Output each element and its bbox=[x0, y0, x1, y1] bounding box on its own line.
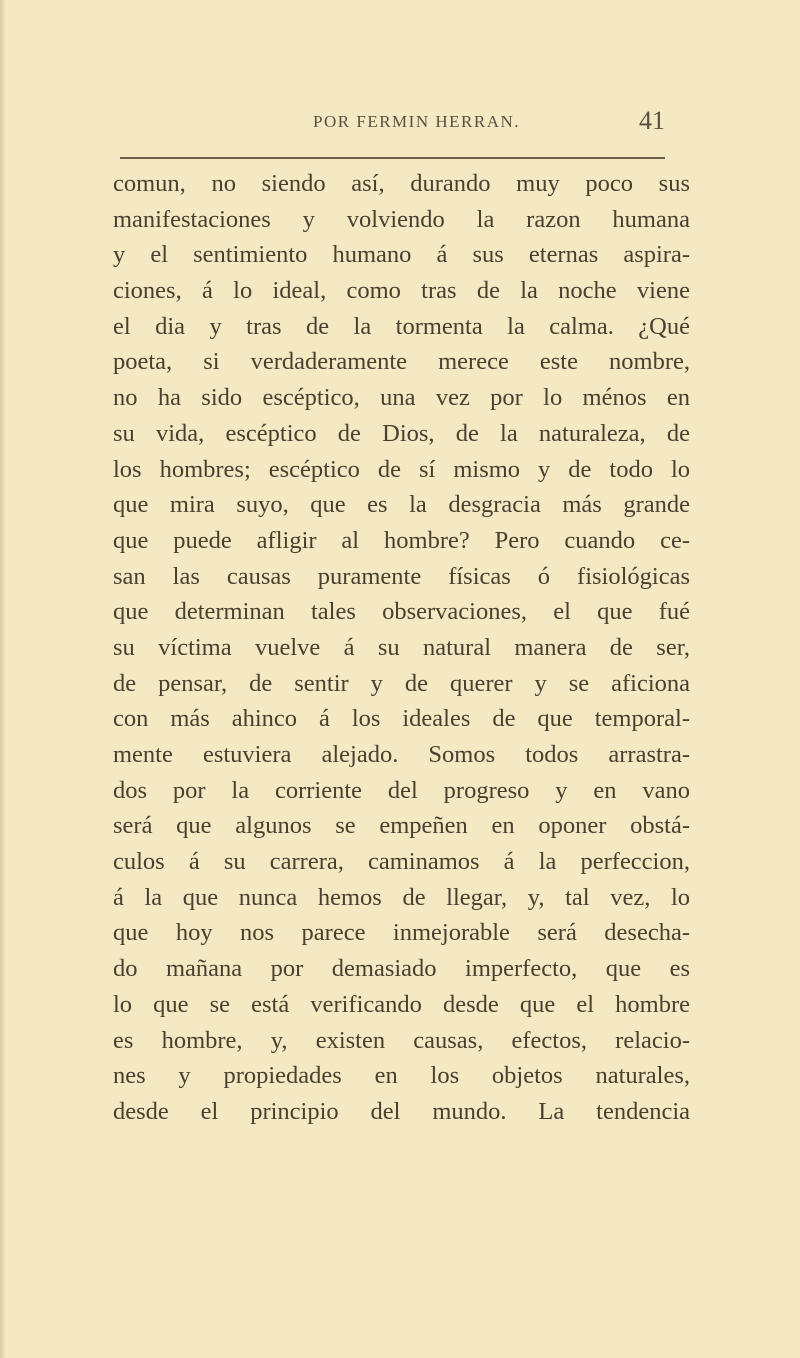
text-line: mente estuviera alejado. Somos todos arrastra- bbox=[113, 741, 690, 768]
header-rule bbox=[120, 157, 665, 159]
page-edge-shadow bbox=[0, 0, 6, 1358]
text-line: do mañana por demasiado imperfecto, que es bbox=[113, 955, 690, 983]
text-line: comun, no siendo así, durando muy poco sus bbox=[113, 170, 690, 197]
text-line: que hoy nos parece inmejorable será desecha- bbox=[113, 919, 690, 947]
text-line: poeta, si verdaderamente merece este nombre, bbox=[113, 348, 690, 376]
text-line: á la que nunca hemos de llegar, y, tal vez, lo bbox=[113, 883, 690, 911]
page-header bbox=[120, 106, 665, 140]
text-line: los hombres; escéptico de sí mismo y de todo lo bbox=[113, 455, 690, 483]
text-line: manifestaciones y volviendo la razon humana bbox=[113, 205, 690, 233]
text-line: que determinan tales observaciones, el que fué bbox=[113, 598, 690, 626]
body-text bbox=[113, 166, 690, 1130]
running-title: POR FERMIN HERRAN. bbox=[313, 112, 520, 131]
text-line: dos por la corriente del progreso y en vano bbox=[113, 776, 690, 804]
text-line: nes y propiedades en los objetos naturales, bbox=[113, 1062, 690, 1090]
text-line: san las causas puramente físicas ó fisiológicas bbox=[113, 562, 690, 590]
text-line: su víctima vuelve á su natural manera de ser, bbox=[113, 633, 690, 661]
text-line: no ha sido escéptico, una vez por lo ménos en bbox=[113, 384, 690, 412]
text-line: su vida, escéptico de Dios, de la naturaleza, de bbox=[113, 419, 690, 447]
text-line: ciones, á lo ideal, como tras de la noche viene bbox=[113, 277, 690, 305]
text-line: desde el principio del mundo. La tendencia bbox=[113, 1097, 690, 1125]
text-line: es hombre, y, existen causas, efectos, relacio- bbox=[113, 1026, 690, 1054]
text-line: con más ahinco á los ideales de que temporal- bbox=[113, 705, 690, 733]
text-line: lo que se está verificando desde que el hombre bbox=[113, 990, 690, 1018]
text-line: que puede afligir al hombre? Pero cuando ce- bbox=[113, 526, 690, 554]
text-line: y el sentimiento humano á sus eternas aspira- bbox=[113, 241, 690, 269]
text-line: será que algunos se empeñen en oponer obstá- bbox=[113, 812, 690, 840]
text-line: culos á su carrera, caminamos á la perfeccion, bbox=[113, 848, 690, 876]
page-number: 41 bbox=[639, 106, 665, 135]
text-line: que mira suyo, que es la desgracia más grande bbox=[113, 491, 690, 519]
text-line: de pensar, de sentir y de querer y se aficiona bbox=[113, 669, 690, 697]
text-line: el dia y tras de la tormenta la calma. ¿Qué bbox=[113, 312, 690, 340]
